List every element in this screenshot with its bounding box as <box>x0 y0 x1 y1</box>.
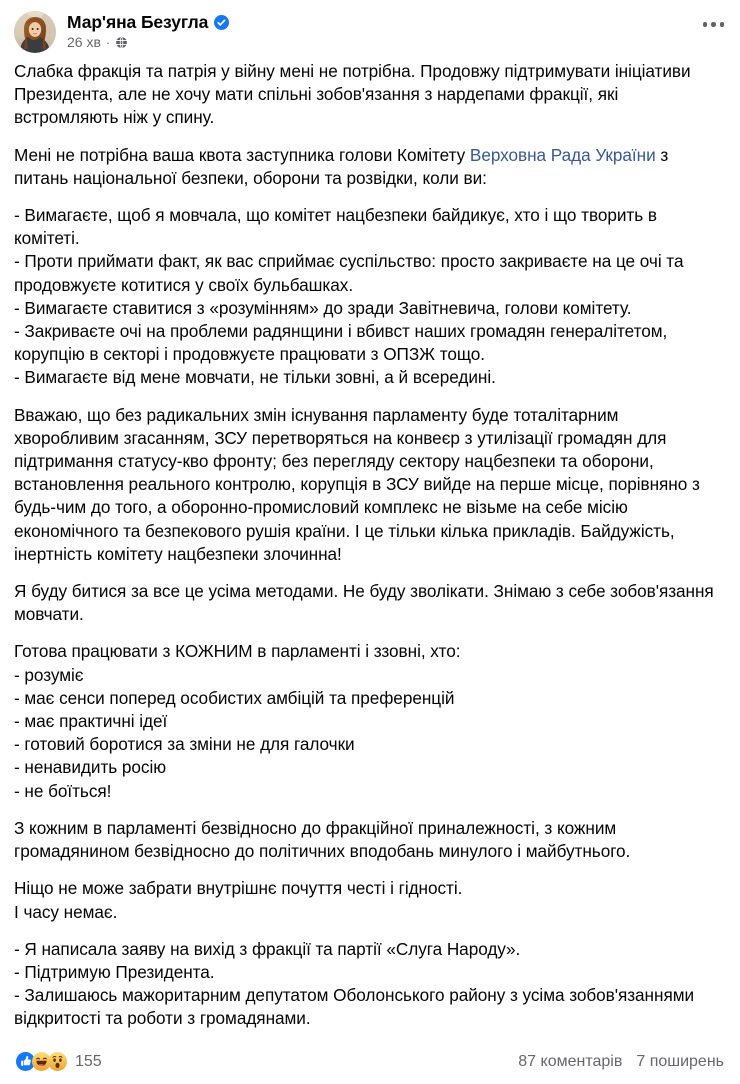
post-author-block <box>67 11 229 51</box>
post-paragraph-7 <box>14 877 726 923</box>
list-item: - Підтримую Президента. <box>14 961 215 982</box>
post-demands-list <box>14 204 726 390</box>
more-dot-1 <box>703 22 708 27</box>
globe-icon[interactable] <box>115 36 128 49</box>
verkhovna-rada-link[interactable]: Верховна Рада України <box>469 144 656 165</box>
more-options-icon[interactable] <box>703 22 725 27</box>
post-meta-row <box>67 34 229 51</box>
reaction-icons <box>16 1052 64 1071</box>
author-name[interactable]: Мар'яна Безугла <box>67 12 209 32</box>
post-criteria-list <box>14 664 726 803</box>
paragraph-line: Слабка фракція та патрія у війну мені не потрібна. Продовжу підтримувати ініціативи <box>14 61 691 81</box>
comments-count[interactable]: 87 коментарів <box>518 1052 623 1070</box>
list-item: - Я написала заяву на вихід з фракції та партії «Слуга Народу». <box>14 938 521 959</box>
list-item: - має практичні ідеї <box>14 711 168 732</box>
post-paragraph-2 <box>14 144 726 190</box>
meta-separator: · <box>105 35 111 50</box>
post-paragraph-1 <box>14 60 726 130</box>
avatar[interactable] <box>14 11 56 53</box>
verified-badge-icon <box>214 15 229 30</box>
post-body <box>0 52 740 1045</box>
reaction-count: 155 <box>75 1052 102 1070</box>
post-conclusions-list <box>14 938 726 1031</box>
author-name-row <box>67 12 229 32</box>
list-item: - ненавидить росію <box>14 757 167 778</box>
more-dot-3 <box>720 22 725 27</box>
post-footer <box>0 1045 740 1084</box>
post-paragraph-6: З кожним в парламенті безвідносно до фракційної приналежності, з кожним громадянином безвідносно до політичних вподобань минулого і майбутнього. <box>14 817 631 862</box>
post-header <box>0 0 740 52</box>
list-item: - має сенси поперед особистих амбіцій та преференцій <box>14 687 455 708</box>
list-item: - Вимагаєте ставитися з «розумінням» до зради Завітневича, голови комітету. <box>14 297 632 318</box>
wow-reaction-icon <box>48 1052 67 1071</box>
post-paragraph-3: Вважаю, що без радикальних змін існування парламенту буде тоталітарним хворобливим згасанням, ЗСУ перетворяться на конвеєр з утилізації громадян для підтримання статусу-кво фронту; без перегляду сектору нацбезпеки та оборони, встановлення реального контролю, корупція в ЗСУ вийде на перше місце, порівняно з будь-чим до того, а оборонно-промисловий комплекс не візьме на себе місію економічного та безпекового рушія країни. І це тільки кілька прикладів. Байдужість, інертність комітету нацбезпеки злочинна! <box>14 404 700 564</box>
list-item: - Проти приймати факт, як вас сприймає суспільство: просто закриваєте на це очі та продовжуєте котитися у своїх бульбашках. <box>14 251 684 295</box>
list-item: - готовий боротися за зміни не для галочки <box>14 734 355 755</box>
shares-count[interactable]: 7 поширень <box>636 1052 724 1070</box>
list-item: - Вимагаєте від мене мовчати, не тільки зовні, а й всередині. <box>14 367 496 388</box>
more-dot-2 <box>711 22 716 27</box>
post-paragraph-4: Я буду битися за все це усіма методами. Не буду зволікати. Знімаю з себе зобов'язання мовчати. <box>14 581 714 625</box>
list-item: - Вимагаєте, щоб я мовчала, що комітет нацбезпеки байдикує, хто і що творить в комітеті. <box>14 205 657 249</box>
list-item: - не боїться! <box>14 780 112 801</box>
reactions-summary[interactable] <box>16 1052 102 1071</box>
paragraph-line: встромляють ніж у спину. <box>14 107 215 128</box>
list-item: - Закриваєте очі на проблеми радянщини і вбивст наших громадян генералітетом, корупцію в секторі і продовжуєте працювати з ОПЗЖ тощо. <box>14 321 668 365</box>
post-timestamp[interactable]: 26 хв <box>67 34 101 50</box>
post-engagement-counts <box>518 1052 724 1071</box>
paragraph-line: Президента, але не хочу мати спільні зобов'язання з нардепами фракції, які <box>14 84 619 105</box>
list-item: - розуміє <box>14 664 84 685</box>
paragraph-line: Ніщо не може забрати внутрішнє почуття честі і гідності. <box>14 878 463 899</box>
paragraph-line: І часу немає. <box>14 901 118 922</box>
list-item: - Залишаюсь мажоритарним депутатом Оболонського району з усіма зобов'язаннями відкритості та роботи з громадянами. <box>14 985 695 1029</box>
post-paragraph-5: Готова працювати з КОЖНИМ в парламенті і ззовні, хто: <box>14 641 461 662</box>
paragraph-text-before-link: Мені не потрібна ваша квота заступника голови Комітету <box>14 144 470 165</box>
user-avatar-photo <box>14 11 56 53</box>
paragraph-text-after-link: з питань національної безпеки, оборони та розвідки, коли ви: <box>14 144 669 188</box>
